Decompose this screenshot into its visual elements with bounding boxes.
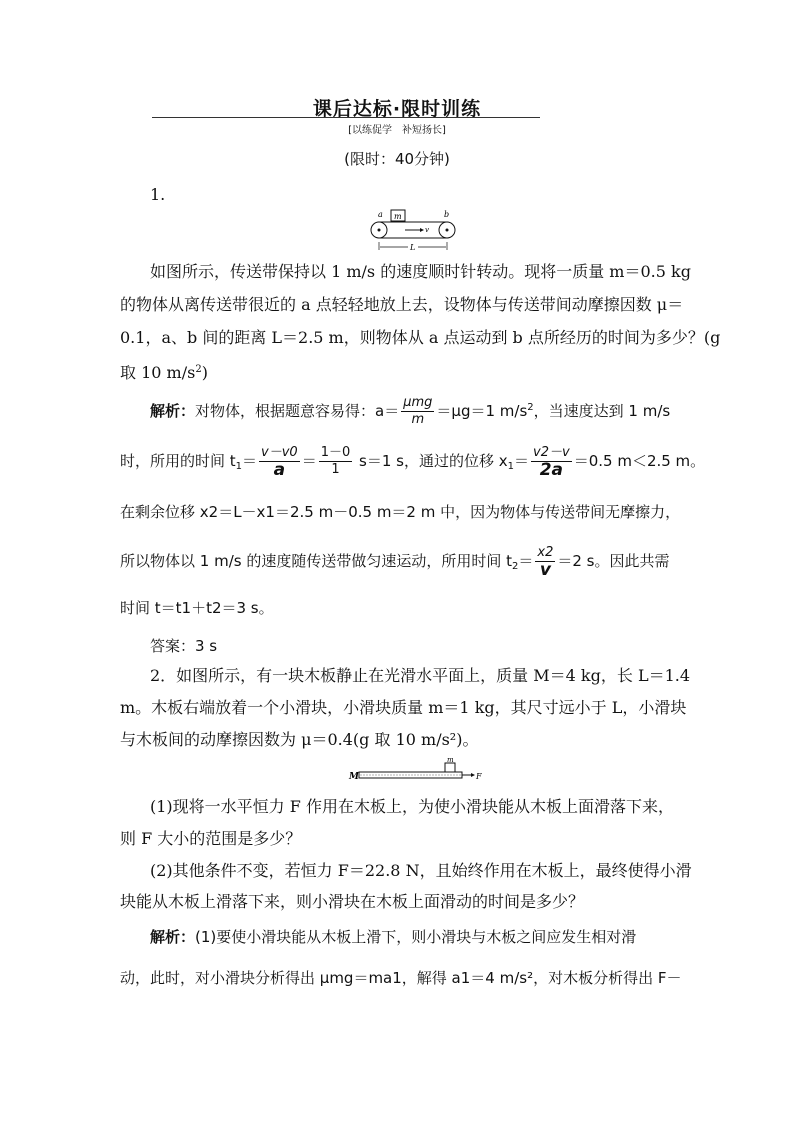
fraction-t1-values: $\frac{1-0}{1}$ (320, 445, 351, 477)
page-title: 课后达标·限时训练 (312, 98, 482, 120)
conveyor-belt-figure (368, 206, 458, 256)
q1-solution-line3: 在剩余位移 x2＝L－x1＝2.5 m－0.5 m＝2 m 中，因为物体与传送带间无摩擦力， (120, 503, 681, 521)
label-m: m (394, 212, 402, 221)
q1-solution-line1: 解析：对物体，根据题意容易得：a＝ $\frac{\text{μmg}}{m}$ ＝μg＝1 $m/s^2$，当速度达到 1 m/s (150, 395, 671, 427)
fraction-t2: $\frac{x2}{v}$ (537, 545, 554, 580)
label-m2: m (447, 757, 454, 764)
q2-sub1-line1: (1)现将一水平恒力 F 作用在木板上，为使小滑块能从木板上面滑落下来， (150, 797, 674, 816)
q2-solution-line1: 解析：(1)要使小滑块能从木板上滑下，则小滑块与木板之间应发生相对滑 (150, 928, 637, 946)
fraction-a: $\frac{\text{μmg}}{m}$ (403, 395, 433, 427)
q1-solution-line5: 时间 t＝t1＋t2＝3 s。 (120, 599, 274, 617)
board-block-figure (345, 757, 485, 785)
q2-line3: 与木板间的动摩擦因数为 μ＝0.4(g 取 10 m/s²)。 (120, 730, 479, 749)
q1-text-line3: 0.1，a、b 间的距离 L＝2.5 m，则物体从 a 点运动到 b 点所经历的时间为多少？(g (120, 328, 721, 347)
page-subtitle: [以练促学 补短扬长] (348, 125, 446, 136)
q2-sub2-line1: (2)其他条件不变，若恒力 F＝22.8 N，且始终作用在木板上，最终使得小滑 (150, 861, 692, 880)
q2-sub1-line2: 则 F 大小的范围是多少？ (120, 829, 302, 848)
title-underline (152, 117, 540, 118)
solution-label-2: 解析： (150, 928, 196, 946)
label-v: v (425, 226, 429, 234)
q2-solution-line2: 动，此时，对小滑块分析得出 μmg＝ma1，解得 a1＝4 m/s²，对木板分析得出 F－ (120, 969, 682, 987)
label-F: F (476, 772, 482, 781)
solution-label: 解析： (150, 402, 196, 420)
label-a: a (378, 210, 383, 219)
time-limit: (限时：40分钟) (344, 150, 450, 168)
q1-text-line2: 的物体从离传送带很近的 a 点轻轻地放上去，设物体与传送带间动摩擦因数 μ＝ (120, 295, 684, 314)
wooden-board (359, 772, 462, 778)
q1-solution-line2: 时，所用的时间 $t_1=$ $\frac{v-v0}{a}$ ＝ $\frac{1-0}{1}$ s＝1 s，通过的位移 $x_1=$ $\frac{v2-v}{2a}$ ＝0.5 m＜2.5 m。 (120, 445, 706, 480)
fraction-t1: $\frac{v-v0}{a}$ (261, 445, 298, 480)
q1-answer: 答案：3 s (150, 637, 218, 655)
q2-line2: m。木板右端放着一个小滑块，小滑块质量 m＝1 kg，其尺寸远小于 L，小滑块 (120, 698, 687, 717)
q2-line1: 2．如图所示，有一块木板静止在光滑水平面上，质量 M＝4 kg，长 L＝1.4 (150, 666, 691, 685)
small-block (445, 763, 455, 772)
question-1-number: 1. (150, 185, 166, 204)
q1-text-line4: 取 10 $m/s^2$) (120, 363, 208, 382)
q1-text-line1: 如图所示，传送带保持以 1 m/s 的速度顺时针转动。现将一质量 m＝0.5 kg (150, 262, 691, 281)
fraction-x1: $\frac{v2-v}{2a}$ (533, 445, 570, 480)
label-b: b (444, 210, 450, 219)
q2-sub2-line2: 块能从木板上滑落下来，则小滑块在木板上面滑动的时间是多少？ (120, 892, 585, 911)
label-M: M (349, 772, 359, 782)
label-L: L (410, 243, 416, 252)
q1-solution-line4: 所以物体以 1 m/s 的速度随传送带做匀速运动，所用时间 $t_2=$ $\frac{x2}{v}$ ＝2 s。因此共需 (120, 545, 670, 580)
